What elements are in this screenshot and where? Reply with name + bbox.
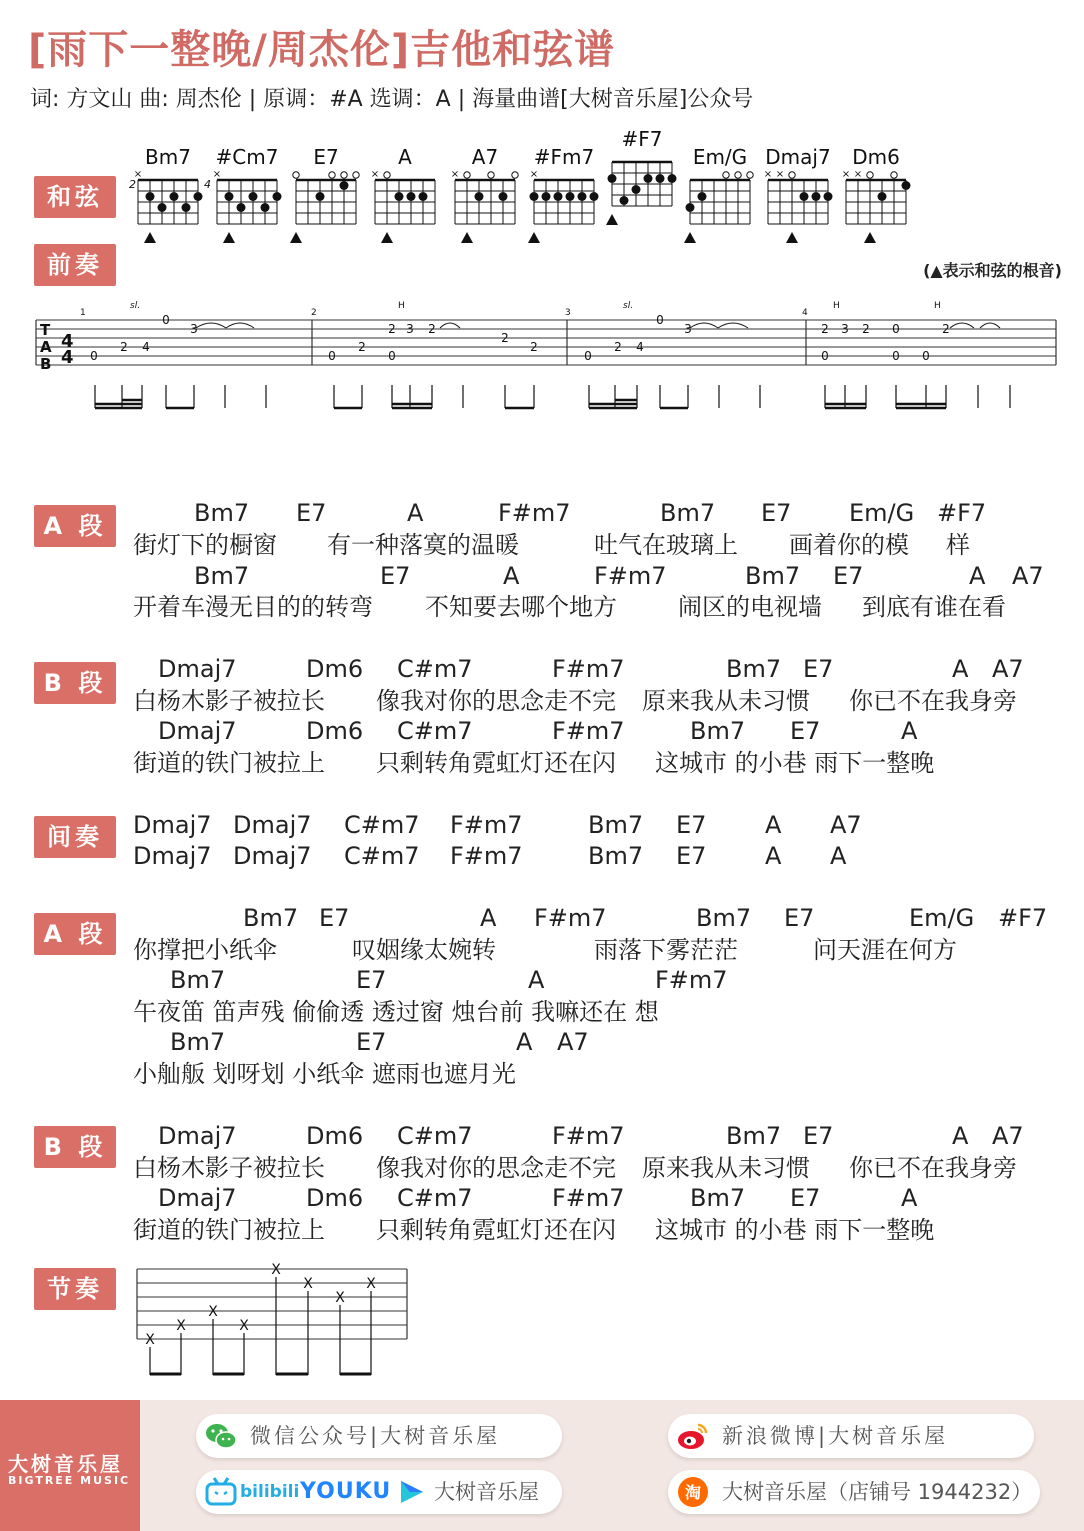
chord-label: F#m7 — [594, 562, 667, 590]
lyric-line: 到底有谁在看 — [862, 593, 1006, 621]
finger-dot — [644, 174, 653, 183]
tie — [196, 323, 226, 328]
tab-note: 0 — [90, 349, 98, 363]
chord-label: Dm6 — [306, 1122, 364, 1150]
chord-label: A7 — [1012, 562, 1044, 590]
root-marker — [786, 232, 798, 243]
finger-dot — [608, 174, 617, 183]
open-string-mark — [329, 172, 335, 178]
tab-note: 2 — [821, 322, 829, 336]
lyric-line: 样 — [946, 531, 970, 559]
finger-dot — [632, 185, 641, 194]
finger-dot — [656, 174, 665, 183]
chord-diagram — [290, 172, 359, 243]
chord-label: E7 — [319, 904, 350, 932]
weibo-icon — [676, 1419, 710, 1453]
tab-note: 0 — [388, 349, 396, 363]
video-label: 大树音乐屋 — [434, 1480, 539, 1504]
tag-interlude: 间奏 — [34, 816, 116, 858]
tab-note: 0 — [892, 322, 900, 336]
open-string-mark — [464, 172, 470, 178]
tab-letter-b: B — [40, 355, 52, 373]
chord-label: C#m7 — [344, 842, 420, 870]
chord-label: #F7 — [998, 904, 1048, 932]
chord-label: Bm7 — [243, 904, 299, 932]
chord-label: F#m7 — [450, 811, 523, 839]
tag-a2: A 段 — [34, 913, 116, 955]
strum-mark: X — [239, 1318, 249, 1334]
measure-number-1: 1 — [80, 308, 86, 318]
chord-label: A — [503, 562, 520, 590]
technique-slide: sl. — [130, 301, 141, 311]
finger-dot — [686, 203, 695, 212]
chord-label: A — [952, 655, 969, 683]
chord-label: F#m7 — [450, 842, 523, 870]
tab-staff-lines — [36, 320, 1056, 365]
intro-tab — [0, 290, 1084, 420]
chord-label: A — [765, 842, 782, 870]
fret-label-csm7: 4 — [204, 178, 211, 191]
root-marker — [606, 214, 618, 225]
chord-label: A — [830, 842, 847, 870]
chord-name-e7: E7 — [313, 145, 339, 169]
finger-dot — [878, 192, 887, 201]
tab-note: 3 — [841, 322, 849, 336]
chord-label: A7 — [830, 811, 862, 839]
lyric-line: 有一种落寞的温暖 — [327, 531, 519, 559]
chord-diagram — [842, 169, 911, 243]
chord-label: A — [901, 717, 918, 745]
mute-mark: × — [133, 169, 143, 180]
tab-note: 4 — [142, 340, 150, 354]
chord-label: Dmaj7 — [133, 811, 212, 839]
weibo-label: 新浪微博|大树音乐屋 — [722, 1424, 949, 1448]
chord-label: F#m7 — [552, 1122, 625, 1150]
tab-note: 0 — [328, 349, 336, 363]
root-marker — [144, 232, 156, 243]
finger-dot — [590, 192, 599, 201]
open-string-mark — [341, 172, 347, 178]
finger-dot — [499, 192, 508, 201]
chord-label: Bm7 — [726, 1122, 782, 1150]
time-sig-top: 4 — [61, 331, 74, 352]
tab-note: 0 — [162, 313, 170, 327]
chord-label: Dmaj7 — [158, 717, 237, 745]
lyric-line: 雨落下雾茫茫 — [594, 936, 738, 964]
lyric-line: 你已不在我身旁 — [849, 1154, 1017, 1182]
chord-label: Dm6 — [306, 1184, 364, 1212]
mute-mark: × — [212, 169, 222, 180]
chord-label: Dmaj7 — [158, 1184, 237, 1212]
chord-name-a7: A7 — [471, 145, 499, 169]
svg-text:淘: 淘 — [684, 1483, 702, 1502]
chord-label: E7 — [784, 904, 815, 932]
measure-number-2: 2 — [311, 308, 317, 318]
finger-dot — [812, 192, 821, 201]
tab-note: 2 — [388, 322, 396, 336]
wechat-label: 微信公众号|大树音乐屋 — [250, 1424, 501, 1448]
root-note-legend: (▲表示和弦的根音) — [923, 261, 1062, 280]
chord-label: E7 — [833, 562, 864, 590]
finger-dot — [668, 174, 677, 183]
taobao-icon — [676, 1475, 710, 1509]
chord-label: E7 — [761, 499, 792, 527]
root-marker — [528, 232, 540, 243]
lyric-line: 这城市 的小巷 雨下一整晚 — [655, 1216, 935, 1244]
chord-label: A — [969, 562, 986, 590]
lyric-line: 你撑把小纸伞 — [133, 936, 277, 964]
chord-label: E7 — [356, 1028, 387, 1056]
root-marker — [684, 232, 696, 243]
chord-label: Em/G — [849, 499, 915, 527]
song-meta: 词: 方文山 曲: 周杰伦 | 原调：#A 选调：A | 海量曲谱[大树音乐屋]公众号 — [30, 87, 754, 112]
finger-dot — [530, 192, 539, 201]
finger-dot — [542, 192, 551, 201]
chord-name-dmaj7: Dmaj7 — [765, 145, 831, 169]
root-marker — [223, 232, 235, 243]
tab-note: 0 — [922, 349, 930, 363]
chord-label: Dmaj7 — [233, 811, 312, 839]
open-string-mark — [789, 172, 795, 178]
lyric-line: 原来我从未习惯 — [642, 687, 810, 715]
chord-label: F#m7 — [655, 966, 728, 994]
finger-dot — [146, 192, 155, 201]
mute-mark: × — [763, 169, 773, 180]
tie — [980, 323, 1000, 328]
open-string-mark — [891, 172, 897, 178]
shop-label: 大树音乐屋（店铺号 1944232） — [722, 1480, 1033, 1504]
open-string-mark — [747, 172, 753, 178]
open-string-mark — [735, 172, 741, 178]
lyric-line: 开着车漫无目的的转弯 — [133, 593, 373, 621]
strum-mark: X — [208, 1304, 218, 1320]
finger-dot — [407, 192, 416, 201]
finger-dot — [273, 192, 282, 201]
root-marker — [381, 232, 393, 243]
open-string-mark — [293, 172, 299, 178]
lyric-line: 不知要去哪个地方 — [425, 593, 617, 621]
chord-label: E7 — [296, 499, 327, 527]
lyric-line: 只剩转角霓虹灯还在闪 — [376, 749, 616, 777]
bilibili-wordmark: bilibili — [240, 1482, 300, 1502]
finger-dot — [620, 196, 629, 205]
finger-dot — [419, 192, 428, 201]
lyric-line: 街道的铁门被拉上 — [133, 749, 325, 777]
bilibili-icon — [204, 1475, 238, 1509]
chord-name-dm6: Dm6 — [852, 145, 900, 169]
chord-label: Dmaj7 — [158, 1122, 237, 1150]
lyric-line: 街灯下的橱窗 — [133, 531, 277, 559]
chord-label: C#m7 — [397, 655, 473, 683]
finger-dot — [158, 203, 167, 212]
tab-letter-a: A — [40, 338, 52, 356]
chord-label: Bm7 — [194, 499, 250, 527]
youku-wordmark: YOUKU — [300, 1479, 392, 1504]
mute-mark: × — [775, 169, 785, 180]
finger-dot — [395, 192, 404, 201]
chord-label: E7 — [803, 1122, 834, 1150]
chord-label: F#m7 — [498, 499, 571, 527]
chord-label: C#m7 — [397, 717, 473, 745]
chord-label: Bm7 — [696, 904, 752, 932]
chord-label: A — [528, 966, 545, 994]
technique-slide: sl. — [623, 301, 634, 311]
finger-dot — [566, 192, 575, 201]
chord-label: A — [516, 1028, 533, 1056]
lyric-line: 叹姻缘太婉转 — [352, 936, 496, 964]
finger-dot — [182, 203, 191, 212]
tie — [690, 323, 718, 328]
wechat-link[interactable] — [196, 1414, 562, 1458]
chord-label: #F7 — [937, 499, 987, 527]
mute-mark: × — [853, 169, 863, 180]
open-string-mark — [867, 172, 873, 178]
root-marker — [290, 232, 302, 243]
wechat-icon — [204, 1419, 238, 1453]
open-string-mark — [512, 172, 518, 178]
chord-name-fsm7: #Fm7 — [533, 145, 595, 169]
tie — [718, 323, 748, 328]
open-string-mark — [384, 172, 390, 178]
mute-mark: × — [370, 169, 380, 180]
lyric-line: 像我对你的思念走不完 — [376, 687, 616, 715]
tab-note: 2 — [942, 322, 950, 336]
finger-dot — [225, 192, 234, 201]
finger-dot — [237, 203, 246, 212]
tab-note: 0 — [892, 349, 900, 363]
chord-label: E7 — [356, 966, 387, 994]
chord-label: E7 — [790, 1184, 821, 1212]
chord-label: C#m7 — [344, 811, 420, 839]
chord-label: A7 — [992, 655, 1024, 683]
strum-mark: X — [335, 1290, 345, 1306]
finger-dot — [824, 192, 833, 201]
chord-label: Bm7 — [194, 562, 250, 590]
lyric-line: 画着你的模 — [789, 531, 909, 559]
lyric-line: 午夜笛 笛声残 偷偷透 透过窗 烛台前 我嘛还在 想 — [133, 998, 659, 1026]
root-marker — [461, 232, 473, 243]
technique-hammer: H — [398, 301, 405, 311]
mute-mark: × — [841, 169, 851, 180]
shop-link[interactable] — [668, 1470, 1040, 1514]
chord-label: A — [765, 811, 782, 839]
lyric-line: 白杨木影子被拉长 — [133, 687, 325, 715]
chord-label: F#m7 — [552, 717, 625, 745]
chord-diagram — [684, 172, 753, 243]
finger-dot — [578, 192, 587, 201]
chord-name-emg: Em/G — [692, 145, 748, 169]
rhythm-strokes — [145, 1262, 376, 1375]
chord-label: Dmaj7 — [158, 655, 237, 683]
tab-note: 3 — [406, 322, 414, 336]
tag-rhythm: 节奏型 — [34, 1268, 116, 1310]
open-string-mark — [488, 172, 494, 178]
tab-note: 2 — [120, 340, 128, 354]
logo-text: 大树音乐屋 — [8, 1452, 123, 1476]
tag-intro: 前奏 — [34, 244, 116, 286]
open-string-mark — [353, 172, 359, 178]
chord-label: Bm7 — [690, 1184, 746, 1212]
chord-label: F#m7 — [552, 655, 625, 683]
tab-note: 2 — [862, 322, 870, 336]
tab-note: 0 — [656, 313, 664, 327]
chord-diagram — [451, 169, 518, 243]
chord-label: A — [480, 904, 497, 932]
finger-dot — [475, 192, 484, 201]
time-sig-bottom: 4 — [61, 347, 74, 368]
strum-mark: X — [145, 1332, 155, 1348]
chord-label: Bm7 — [588, 811, 644, 839]
chord-label: Bm7 — [745, 562, 801, 590]
tab-note: 4 — [636, 340, 644, 354]
chord-diagram — [764, 169, 833, 243]
finger-dot — [340, 181, 349, 190]
measure-number-3: 3 — [565, 308, 571, 318]
chord-diagram — [606, 162, 677, 225]
chord-label: E7 — [380, 562, 411, 590]
chord-grids — [134, 162, 911, 243]
chord-diagrams — [0, 0, 1084, 250]
chord-name-bm7: Bm7 — [145, 145, 191, 169]
logo-subtext: BIGTREE MUSIC — [8, 1474, 131, 1487]
chord-label: Bm7 — [588, 842, 644, 870]
strum-mark: X — [176, 1318, 186, 1334]
play-icon — [398, 1479, 426, 1505]
finger-dot — [170, 192, 179, 201]
chord-label: F#m7 — [534, 904, 607, 932]
chord-label: Bm7 — [690, 717, 746, 745]
chord-diagram — [528, 169, 599, 243]
tie — [226, 323, 254, 328]
lyric-line: 像我对你的思念走不完 — [376, 1154, 616, 1182]
lyric-line: 吐气在玻璃上 — [594, 531, 738, 559]
finger-dot — [261, 203, 270, 212]
finger-dot — [194, 192, 203, 201]
lyric-line: 你已不在我身旁 — [849, 687, 1017, 715]
finger-dot — [698, 192, 707, 201]
chord-label: A — [407, 499, 424, 527]
lyric-line: 街道的铁门被拉上 — [133, 1216, 325, 1244]
tab-letter-t: T — [40, 321, 51, 339]
chord-label: Em/G — [909, 904, 975, 932]
tag-b1: B 段 — [34, 662, 116, 704]
strum-mark: X — [271, 1262, 281, 1278]
mute-mark: × — [450, 169, 460, 180]
lyric-line: 白杨木影子被拉长 — [133, 1154, 325, 1182]
tag-chords: 和弦 — [34, 176, 116, 218]
chord-label: Bm7 — [170, 1028, 226, 1056]
chord-label: E7 — [676, 811, 707, 839]
chord-label: Bm7 — [170, 966, 226, 994]
chord-label: C#m7 — [397, 1122, 473, 1150]
chord-label: A7 — [557, 1028, 589, 1056]
weibo-link[interactable] — [668, 1414, 1034, 1458]
brand-logo — [0, 1400, 140, 1531]
root-marker — [864, 232, 876, 243]
finger-dot — [554, 192, 563, 201]
tag-b2: B 段 — [34, 1126, 116, 1168]
chord-label: A — [952, 1122, 969, 1150]
finger-dot — [800, 192, 809, 201]
tab-note: 0 — [584, 349, 592, 363]
chord-name-a: A — [398, 145, 412, 169]
technique-hammer: H — [833, 301, 840, 311]
chord-label: A — [901, 1184, 918, 1212]
chord-label: Bm7 — [726, 655, 782, 683]
tag-a1: A 段 — [34, 505, 116, 547]
chord-label: Dmaj7 — [233, 842, 312, 870]
video-link[interactable] — [196, 1470, 562, 1514]
strum-mark: X — [303, 1276, 313, 1292]
chord-label: Dmaj7 — [133, 842, 212, 870]
chord-diagram — [371, 169, 435, 243]
tab-note: 2 — [501, 331, 509, 345]
tie — [950, 323, 974, 328]
chord-label: C#m7 — [397, 1184, 473, 1212]
tab-note: 2 — [428, 322, 436, 336]
chord-label: F#m7 — [552, 1184, 625, 1212]
lyric-line: 这城市 的小巷 雨下一整晚 — [655, 749, 935, 777]
strum-mark: X — [366, 1276, 376, 1292]
tab-note: 2 — [614, 340, 622, 354]
tab-note: 3 — [190, 322, 198, 336]
chord-label: Dm6 — [306, 717, 364, 745]
chord-name-csm7: #Cm7 — [215, 145, 279, 169]
lyric-line: 问天涯在何方 — [813, 936, 957, 964]
finger-dot — [902, 181, 911, 190]
page-title: [雨下一整晚/周杰伦]吉他和弦谱 — [28, 27, 616, 73]
measure-number-4: 4 — [802, 308, 808, 318]
open-string-mark — [723, 172, 729, 178]
chord-name-fs7: #F7 — [621, 127, 663, 151]
chord-label: Bm7 — [660, 499, 716, 527]
mute-mark: × — [529, 169, 539, 180]
finger-dot — [249, 192, 258, 201]
tab-note: 3 — [684, 322, 692, 336]
chord-diagram — [134, 169, 203, 243]
lyric-line: 原来我从未习惯 — [642, 1154, 810, 1182]
tie — [440, 323, 460, 328]
chord-diagram — [213, 169, 282, 243]
lyric-line: 只剩转角霓虹灯还在闪 — [376, 1216, 616, 1244]
chord-label: E7 — [803, 655, 834, 683]
finger-dot — [316, 192, 325, 201]
rhythm-pattern — [0, 1255, 420, 1385]
technique-hammer: H — [934, 301, 941, 311]
chord-label: E7 — [676, 842, 707, 870]
chord-label: Dm6 — [306, 655, 364, 683]
chord-label: A7 — [992, 1122, 1024, 1150]
fret-label-bm7: 2 — [129, 178, 136, 191]
tab-note: 2 — [530, 340, 538, 354]
lyric-line: 闹区的电视墙 — [678, 593, 822, 621]
chord-label: E7 — [790, 717, 821, 745]
tab-note: 0 — [821, 349, 829, 363]
tab-note: 2 — [358, 340, 366, 354]
lyric-line: 小舢舨 划呀划 小纸伞 遮雨也遮月光 — [133, 1060, 516, 1088]
